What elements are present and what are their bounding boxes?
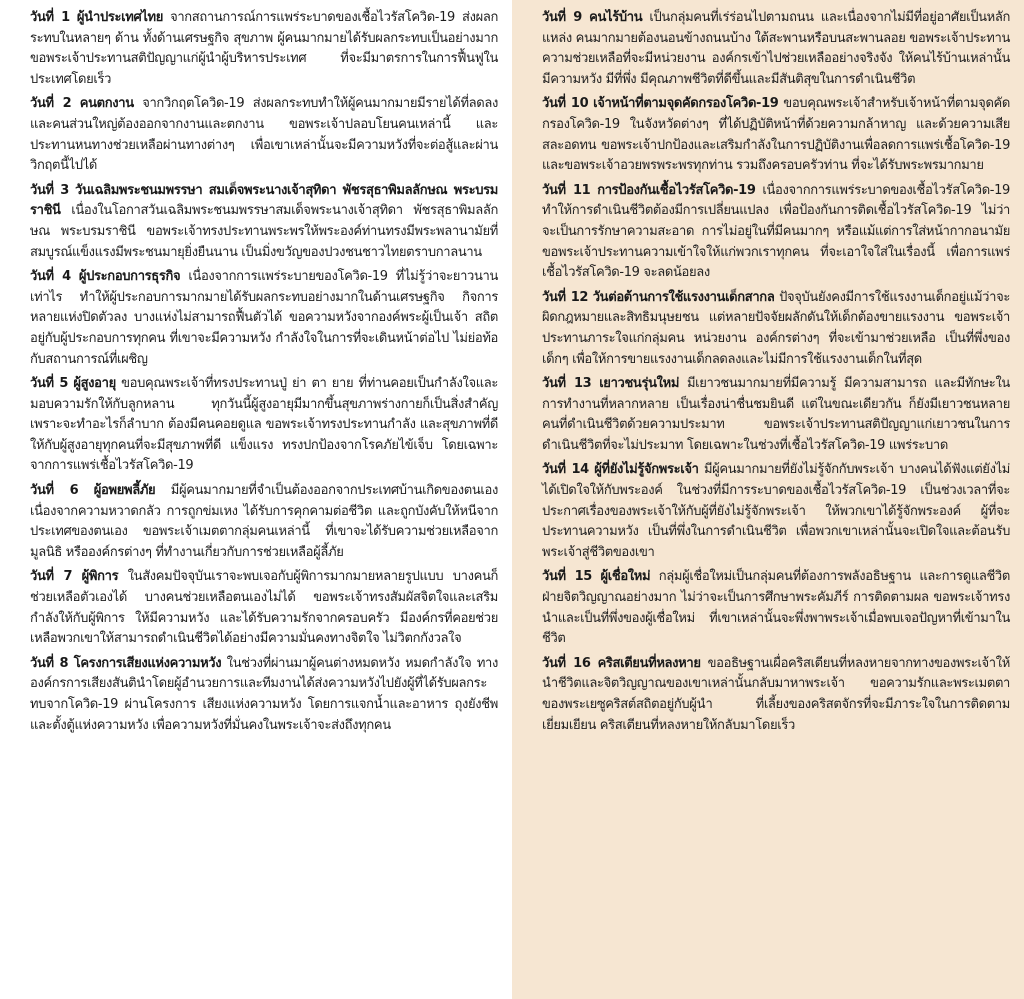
entry-title: เจ้าหน้าที่ตามจุดคัดกรองโควิด-19	[593, 96, 779, 112]
prayer-entry-day-11	[542, 181, 1010, 284]
entry-title: ผู้พิการ	[81, 569, 119, 585]
prayer-entry-day-16	[542, 654, 1010, 736]
entry-title: คริสเตียนที่หลงหาย	[597, 655, 701, 671]
prayer-entry-day-8	[30, 654, 498, 736]
entry-text: ปัจจุบันยังคงมีการใช้แรงงานเด็กอยู่แม้ว่าจะผิดกฎหมายและสิทธิมนุษยชน แต่หลายปัจจัยผลักดันให้เด็กต้องขายแรงงาน ขอพระเจ้าประทานภาระใจแก่กลุ่มคน หน่วยงาน องค์กรต่างๆ ที่จะเข้ามาช่วยเหลือ เป็นที่พึ่งของเด็กๆ เพื่อให้การขายแรงงานเด็กลดลงและไม่มีการใช้แรงงานเด็กในที่สุด	[542, 289, 1010, 367]
day-number: วันที่ 12	[542, 289, 589, 305]
prayer-entry-day-6	[30, 481, 498, 563]
entry-text: จากวิกฤตโควิด-19 ส่งผลกระทบทำให้ผู้คนมากมายมีรายได้ที่ลดลงและคนส่วนใหญ่ต้องออกจากงานและตกงาน ขอพระเจ้าปลอบโยนคนเหล่านี้ และประทานหนทางช่วยเหลือผ่านทางต่างๆ เพื่อเขาเหล่านั้นจะมีความหวังที่จะต่อสู้และผ่านวิกฤตนี้ไปได้	[30, 96, 498, 174]
prayer-entry-day-4	[30, 267, 498, 370]
entry-text: ขอบคุณพระเจ้าที่ทรงประทานปู่ ย่า ตา ยาย ที่ท่านคอยเป็นกำลังใจและมอบความรักให้กับลูกหลาน ทุกวันนี้ผู้สูงอายุมีมากขึ้นสุขภาพร่างกายก็เป็นสิ่งสำคัญ เพราะจะทำอะไรก็ลำบาก ต้องมีคนคอยดูแล ขอพระเจ้าทรงประทานกำลัง และสุขภาพที่ดีให้กับผู้สูงอายุทุกคนที่จะมีสุขภาพที่ดี แข็งแรง ทรงปกป้องจากโรคภัยไข้เจ็บ โดยเฉพาะจากการแพร่เชื้อไวรัสโควิด-19	[30, 376, 498, 474]
day-number: วันที่ 15	[542, 569, 592, 585]
prayer-entry-day-7	[30, 567, 498, 649]
entry-title: ผู้ที่ยังไม่รู้จักพระเจ้า	[594, 462, 699, 478]
entry-text: กลุ่มผู้เชื่อใหม่เป็นกลุ่มคนที่ต้องการพลังอธิษฐาน และการดูแลชีวิตฝ่ายจิตวิญญาณอย่างมาก ไม่ว่าจะเป็นการศึกษาพระคัมภีร์ การติดตามผล ขอพระเจ้าทรงนำและเป็นที่พึ่งของผู้เชื่อใหม่ ที่เขาเหล่านั้นจะพึ่งพาพระเจ้าเมื่อพบเจอปัญหาที่เข้ามาในชีวิต	[542, 569, 1010, 647]
entry-text: ขอบคุณพระเจ้าสำหรับเจ้าหน้าที่ตามจุดคัดกรองโควิด-19 ในจังหวัดต่างๆ ที่ได้ปฏิบัติหน้าที่ด้วยความกล้าหาญ และด้วยความเสียสละอดทน ขอพระเจ้าปกป้องและเสริมกำลังในการปฏิบัติงานเพื่อลดการแพร่เชื้อโควิด-19 และขอพระเจ้าอวยพรพระพรทุกท่าน รวมถึงครอบครัวท่าน ที่จะได้รับพระพรมากมาย	[542, 96, 1010, 174]
entry-text: เนื่องในโอกาสวันเฉลิมพระชนมพรรษาสมเด็จพระนางเจ้าสุทิดา พัชรสุธาพิมลลักษณ พระบรมราชินี ขอพระเจ้าทรงประทานพระพรให้พระองค์ท่านทรงมีพระพลานามัยที่สมบูรณ์แข็งแรงมีพระชนมายุยิ่งยืนนาน เป็นมิ่งขวัญของปวงชนชาวไทยตราบกาลนาน	[30, 203, 498, 260]
entry-text: เนื่องจากการแพร่ระบาดของเชื้อไวรัสโควิด-19 ทำให้การดำเนินชีวิตต้องมีการเปลี่ยนแปลง เพื่อป้องกันการติดเชื้อไวรัสโควิด-19 ไม่ว่าจะเป็นการรักษาความสะอาด การไม่อยู่ในที่มีคนมากๆ หรือแม้แต่การใส่หน้ากากอนามัย ขอพระเจ้าประทานความเข้าใจให้แก่พวกเราทุกคน ที่จะเอาใจใส่ในเรื่องนี้ เพื่อการแพร่เชื้อไวรัสโควิด-19 จะลดน้อยลง	[542, 182, 1010, 281]
entry-text: ขออธิษฐานเผื่อคริสเตียนที่หลงหายจากทางของพระเจ้าให้นำชีวิตและจิตวิญญาณของเขาเหล่านั้นกลับมาหาพระเจ้า ขอความรักและพระเมตตาของพระเยซูคริสต์สถิตอยู่กับผู้นำ ที่เลี้ยงของคริสตจักรที่จะมีภาระใจในการติดตาม เยี่ยมเยียน คริสเตียนที่หลงหายให้กลับมาโดยเร็ว	[542, 655, 1010, 733]
entry-text: เป็นกลุ่มคนที่เร่ร่อนไปตามถนน และเนื่องจากไม่มีที่อยู่อาศัยเป็นหลักแหล่ง คนมากมายต้องนอนข้างถนนบ้าง ใต้สะพานหรือบนสะพานลอย ขอพระเจ้าประทานความช่วยเหลือที่จะมีหน่วยงาน องค์กรเข้าไปช่วยเหลืออย่างจริงจัง ให้คนไร้บ้านเหล่านั้น มีความหวัง มีที่พึ่ง มีคุณภาพชีวิตที่ดีขึ้นและมีสันติสุขในการดำเนินชีวิต	[542, 10, 1010, 87]
prayer-entry-day-5	[30, 374, 498, 477]
day-number: วันที่ 3	[30, 182, 69, 198]
day-number: วันที่ 4	[30, 269, 71, 285]
prayer-entry-day-15	[542, 567, 1010, 649]
day-number: วันที่ 9	[542, 10, 582, 25]
entry-title: คนไร้บ้าน	[589, 10, 643, 25]
day-number: วันที่ 5	[30, 376, 69, 392]
entry-title: การป้องกันเชื้อไวรัสโควิด-19	[597, 182, 756, 198]
entry-text: จากสถานการณ์การแพร่ระบาดของเชื้อไวรัสโควิด-19 ส่งผลกระทบในหลายๆ ด้าน ทั้งด้านเศรษฐกิจ สุขภาพ ผู้คนมากมายได้รับผลกระทบเป็นอย่างมาก ขอพระเจ้าประทานสติปัญญาแก่ผู้นำผู้บริหารประเทศ ที่จะมีมาตรการในการฟื้นฟูในประเทศโดยเร็ว	[30, 10, 498, 87]
entry-text: มีผู้คนมากมายที่จำเป็นต้องออกจากประเทศบ้านเกิดของตนเอง เนื่องจากความหวาดกลัว การถูกข่มเหง ได้รับการคุกคามต่อชีวิต และถูกบังคับให้หนีจากประเทศของตนเอง ขอพระเจ้าเมตตากลุ่มคนเหล่านี้ ที่เขาจะได้รับความช่วยเหลือจากมูลนิธิ หรือองค์กรต่างๆ ที่ทำงานเกี่ยวกับการช่วยเหลือผู้ลี้ภัย	[30, 483, 498, 560]
entry-title: ผู้เชื่อใหม่	[600, 569, 651, 585]
day-number: วันที่ 2	[30, 96, 72, 112]
entry-title: ผู้นำประเทศไทย	[76, 10, 164, 25]
prayer-entry-day-10	[542, 94, 1010, 176]
entry-title: วันเฉลิมพระชนมพรรษา สมเด็จพระนางเจ้าสุทิดา พัชรสุธาพิมลลักษณ พระบรมราชินี	[30, 182, 498, 219]
day-number: วันที่ 14	[542, 462, 589, 478]
entry-text: ในช่วงที่ผ่านมาผู้คนต่างหมดหวัง หมดกำลังใจ ทางองค์กรการเสียงสันตินำโดยผู้อำนวยการและทีมงานได้ส่งความหวังไปยังผู้ที่ได้รับผลกระทบจากโควิด-19 ผ่านโครงการ เสียงแห่งความหวัง โดยการแจกน้ำและอาหาร ถุงยังชีพ และตั้งตู้แห่งความหวัง เพื่อความหวังที่มั่นคงในพระเจ้าจะส่งถึงทุกคน	[30, 655, 498, 733]
day-number: วันที่ 10	[542, 96, 589, 112]
entry-title: เยาวชนรุ่นใหม่	[599, 376, 680, 392]
entry-text: มีผู้คนมากมายที่ยังไม่รู้จักกับพระเจ้า บางคนได้ฟังแต่ยังไม่ได้เปิดใจให้กับพระองค์ ในช่วงที่มีการระบาดของเชื้อไวรัสโควิด-19 เป็นช่วงเวลาที่จะประกาศเรื่องของพระเจ้าให้กับผู้ที่ยังไม่รู้จักพระเจ้า ให้พวกเขาได้รู้จักพระองค์ ผู้ที่จะประทานความหวัง เป็นที่พึ่งในการดำเนินชีวิต เพื่อพวกเขาเหล่านั้นจะเปิดใจและต้อนรับพระเจ้าสู่ชีวิตของเขา	[542, 462, 1010, 560]
day-number: วันที่ 6	[30, 483, 79, 499]
entry-text: เนื่องจากการแพร่ระบายของโควิด-19 ที่ไม่รู้ว่าจะยาวนานเท่าไร ทำให้ผู้ประกอบการมากมายได้รับผลกระทบอย่างมากในด้านเศรษฐกิจ กิจการหลายแห่งปิดตัวลง บางแห่งไม่สามารถฟื้นตัวได้ ขอความหวังจากองค์พระผู้เป็นเจ้า สถิตอยู่กับผู้ประกอบการทุกคน ที่เขาจะมีความหวัง กำลังใจในการที่จะเดินหน้าต่อไป ไม่ย่อท้อกับสถานการณ์ที่เผชิญ	[30, 269, 498, 367]
entry-title: ผู้สูงอายุ	[73, 376, 116, 392]
entry-title: วันต่อต้านการใช้แรงงานเด็กสากล	[592, 289, 775, 305]
right-column	[512, 0, 1024, 999]
day-number: วันที่ 11	[542, 182, 591, 198]
day-number: วันที่ 8	[30, 655, 69, 671]
entry-text: ในสังคมปัจจุบันเราจะพบเจอกับผู้พิการมากมายหลายรูปแบบ บางคนก็ช่วยเหลือตัวเองได้ บางคนช่วยเหลือตนเองไม่ได้ ขอพระเจ้าทรงสัมผัสจิตใจและเสริมกำลังให้กับผู้พิการ ให้มีความหวัง และได้รับความรักจากครอบครัว มีองค์กรที่คอยช่วยเหลือพวกเขาให้สามารถดำเนินชีวิตได้อย่างมีความมั่นคงทางจิตใจ ไม่วิตกกังวลใจ	[30, 569, 498, 647]
prayer-entry-day-2	[30, 94, 498, 176]
entry-title: ผู้อพยพลี้ภัย	[93, 483, 156, 499]
day-number: วันที่ 13	[542, 376, 592, 392]
entry-text: มีเยาวชนมากมายที่มีความรู้ มีความสามารถ และมีทักษะในการทำงานที่หลากหลาย เป็นเรื่องน่าชื่นชมยินดี แต่ในขณะเดียวกัน ก็ยังมีเยาวชนหลายคนที่ดำเนินชีวิตด้วยความประมาท ขอพระเจ้าประทานสติปัญญาแก่เยาวชนในการดำเนินชีวิตที่จะไม่ประมาท โดยเฉพาะในช่วงที่เชื้อไวรัสโควิด-19 แพร่ระบาด	[542, 376, 1010, 453]
day-number: วันที่ 1	[30, 10, 70, 25]
prayer-entry-day-9	[542, 8, 1010, 90]
entry-title: คนตกงาน	[79, 96, 134, 112]
day-number: วันที่ 16	[542, 655, 591, 671]
prayer-entry-day-1	[30, 8, 498, 90]
prayer-entry-day-12	[542, 288, 1010, 370]
entry-title: โครงการเสียงแห่งความหวัง	[73, 655, 222, 671]
prayer-entry-day-14	[542, 460, 1010, 563]
day-number: วันที่ 7	[30, 569, 73, 585]
prayer-entry-day-13	[542, 374, 1010, 456]
entry-title: ผู้ประกอบการธุรกิจ	[78, 269, 181, 285]
prayer-entry-day-3	[30, 181, 498, 263]
